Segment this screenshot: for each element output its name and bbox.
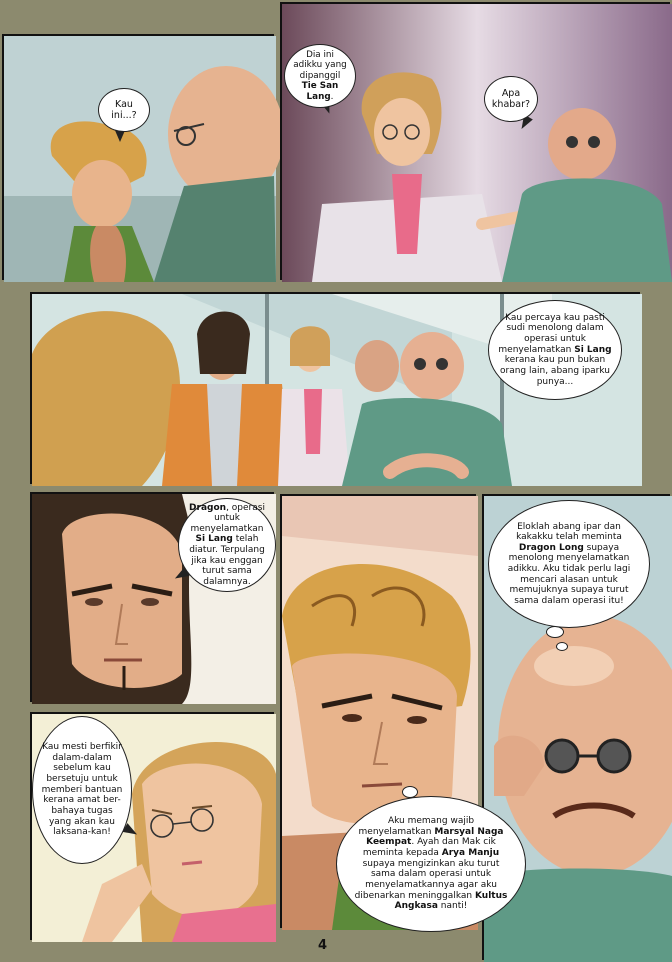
panel-6 <box>30 712 274 940</box>
panel-1 <box>2 34 274 280</box>
bubble-text: Aku memang wajib menyelamatkan Marsyal Naga Keempat. Ayah dan Mak cik meminta kepada Arya Manju supaya mengizinkan aku turut sama dalam operasi untuk menyelamatkannya agar aku dibenarkan meninggalkan Kultus Angkasa nanti! <box>354 816 508 912</box>
bubble-text: Dragon, operasi untuk menyelamatkan Si Lang telah diatur. Terpulang jika kau enggan turut sama dalamnya. <box>189 502 265 587</box>
bubble-text: Dia ini adikku yang dipanggil Tie San Lang. <box>293 50 347 102</box>
panel-7 <box>280 494 508 928</box>
bubble-text: Eloklah abang ipar dan kakakku telah meminta Dragon Long supaya menolong menyelamatkan adikku. Aku tidak perlu lagi mencari alasan untuk memujuknya supaya turut sama dalam operasi itu! <box>507 521 631 606</box>
panel-1-art <box>4 36 276 282</box>
thought-dot <box>556 642 568 651</box>
speech-bubble <box>484 76 538 122</box>
bubble-text: Apa khabar? <box>491 87 531 110</box>
speech-bubble <box>284 44 356 108</box>
panel-2 <box>280 2 670 280</box>
thought-bubble <box>488 500 650 628</box>
panel-2-art <box>282 4 672 282</box>
panel-4 <box>30 492 274 702</box>
bubble-text: Kau mesti berfikir dalam-dalam sebelum kau bersetuju untuk memberi bantuan kerana amat ber-bahaya tugas yang akan kau laksana-kan! <box>41 742 123 838</box>
speech-bubble <box>32 716 132 864</box>
bubble-text: Kau ini...? <box>111 98 137 121</box>
speech-bubble <box>98 88 150 132</box>
panel-3 <box>30 292 640 484</box>
thought-dot <box>546 626 564 638</box>
page-number: 4 <box>318 938 328 953</box>
speech-bubble <box>178 498 276 592</box>
bubble-text: Kau percaya kau pasti sudi menolong dalam operasi untuk menyelamatkan Si Lang kerana kau pun bukan orang lain, abang iparku punya... <box>498 312 612 387</box>
thought-bubble <box>336 796 526 932</box>
speech-bubble <box>488 300 622 400</box>
